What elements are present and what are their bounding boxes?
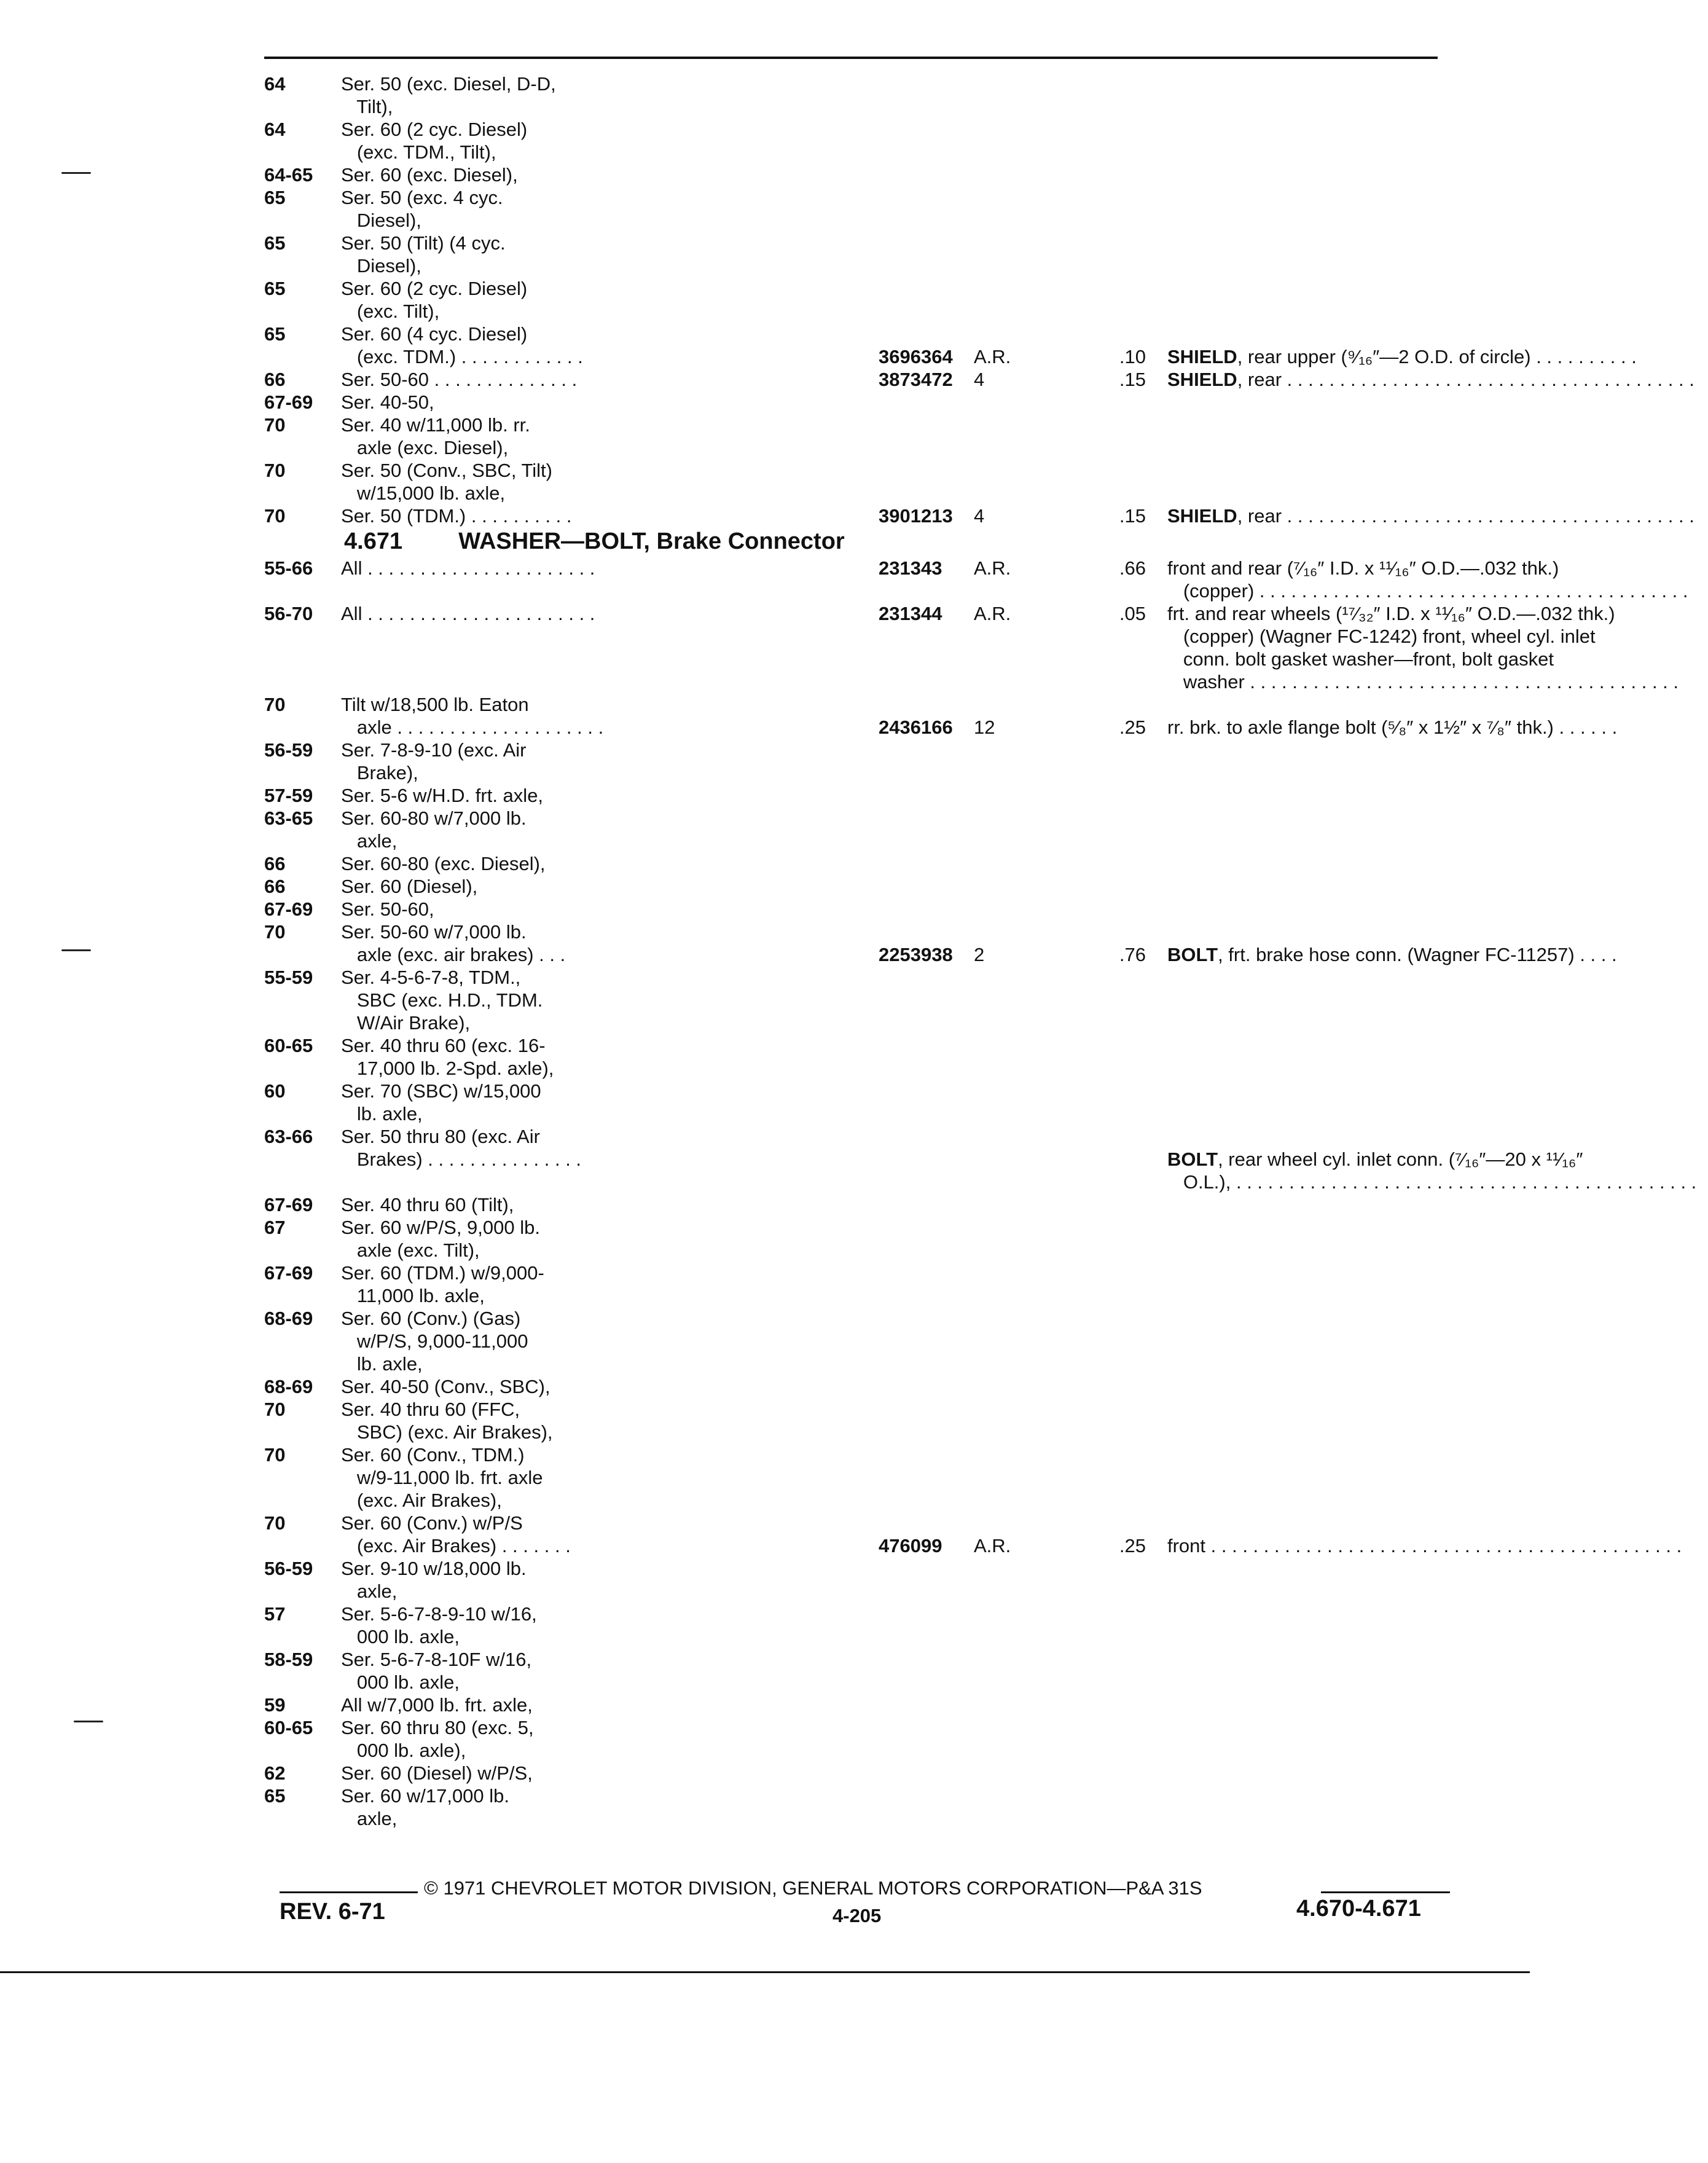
section-heading <box>344 528 845 555</box>
model-year: 70 <box>264 1399 286 1420</box>
application: Ser. 60 (2 cyc. Diesel) (exc. Tilt), <box>341 278 528 322</box>
quantity: A.R. <box>974 1535 1011 1556</box>
page-number: 4-205 <box>832 1905 882 1926</box>
item-name: SHIELD <box>1167 505 1237 527</box>
application: Ser. 60 (TDM.) w/9,000- 11,000 lb. axle, <box>341 1262 544 1306</box>
application: Ser. 60-80 w/7,000 lb. axle, <box>341 807 527 852</box>
part-number: 231344 <box>879 603 942 624</box>
quantity: 4 <box>974 369 985 390</box>
model-year: 58-59 <box>264 1649 313 1670</box>
description <box>1167 345 1708 368</box>
item-name: BOLT <box>1167 1148 1218 1170</box>
copyright-line: © 1971 CHEVROLET MOTOR DIVISION, GENERAL MOTORS CORPORATION—P&A 31S <box>424 1877 1202 1899</box>
model-year: 65 <box>264 278 286 299</box>
application: Ser. 50 (Conv., SBC, Tilt) w/15,000 lb. axle, <box>341 460 552 504</box>
model-year: 64 <box>264 73 286 95</box>
application: Ser. 60 (Conv., TDM.) w/9-11,000 lb. frt. axle (exc. Air Brakes), <box>341 1444 543 1511</box>
model-year: 70 <box>264 460 286 481</box>
application: Ser. 50-60 . . . . . . . . . . . . . . <box>341 369 578 390</box>
model-year: 56-59 <box>264 739 313 761</box>
model-year: 65 <box>264 1785 286 1807</box>
description <box>1167 1534 1708 1557</box>
bottom-rule <box>0 1971 1530 1973</box>
part-number: 231343 <box>879 557 942 579</box>
model-year: 65 <box>264 232 286 254</box>
application: Ser. 50 (Tilt) (4 cyc. Diesel), <box>341 232 506 277</box>
model-year: 68-69 <box>264 1376 313 1397</box>
top-rule <box>264 57 1438 59</box>
application: Ser. 60 (Diesel), <box>341 876 478 897</box>
section-range: 4.670-4.671 <box>1296 1896 1421 1922</box>
description <box>1167 602 1708 693</box>
item-name: SHIELD <box>1167 369 1237 390</box>
model-year: 67-69 <box>264 391 313 413</box>
model-year: 70 <box>264 1512 286 1534</box>
model-year: 57 <box>264 1603 286 1625</box>
description <box>1167 943 1708 966</box>
application: Ser. 50 (TDM.) . . . . . . . . . . <box>341 505 572 527</box>
part-number: 2253938 <box>879 944 953 965</box>
application: Ser. 50-60, <box>341 898 434 920</box>
application: Ser. 60-80 (exc. Diesel), <box>341 853 546 874</box>
model-year: 65 <box>264 187 286 208</box>
model-year: 70 <box>264 414 286 436</box>
description <box>1167 716 1708 739</box>
part-number: 3901213 <box>879 505 953 527</box>
description-text: front . . . . . . . . . . . . . . . . . . . . . . . . . . . . . . . . . . . . . . . . . . . . . <box>1167 1535 1682 1556</box>
footer-rule-left <box>280 1891 418 1893</box>
description-text: rr. brk. to axle flange bolt (⁵⁄₈″ x 1½″ x ⁷⁄₈″ thk.) . . . . . . <box>1167 716 1618 738</box>
model-year: 70 <box>264 1444 286 1466</box>
quantity: A.R. <box>974 603 1011 624</box>
model-year: 64-65 <box>264 164 313 186</box>
model-year: 64 <box>264 119 286 140</box>
description <box>1167 1148 1708 1193</box>
description <box>1167 504 1708 527</box>
price: .15 <box>1119 505 1146 527</box>
application: Ser. 50 thru 80 (exc. Air Brakes) . . . . . . . . . . . . . . . <box>341 1126 582 1170</box>
model-year: 60-65 <box>264 1717 313 1738</box>
application: Ser. 40 thru 60 (exc. 16- 17,000 lb. 2-Spd. axle), <box>341 1035 554 1079</box>
price: .66 <box>1119 557 1146 579</box>
description-text: , rear . . . . . . . . . . . . . . . . . . . . . . . . . . . . . . . . . . . . . . . <box>1237 505 1694 527</box>
application: Ser. 7-8-9-10 (exc. Air Brake), <box>341 739 527 783</box>
margin-mark <box>74 1721 103 1722</box>
application: Ser. 50-60 w/7,000 lb. axle (exc. air brakes) . . . <box>341 921 566 965</box>
description <box>1167 557 1708 602</box>
price: .76 <box>1119 944 1146 965</box>
part-number: 3696364 <box>879 346 953 367</box>
model-year: 67-69 <box>264 1194 313 1215</box>
application: Ser. 60 w/17,000 lb. axle, <box>341 1785 510 1829</box>
model-year: 63-66 <box>264 1126 313 1147</box>
quantity: A.R. <box>974 557 1011 579</box>
model-year: 59 <box>264 1694 286 1716</box>
price: .10 <box>1119 346 1146 367</box>
description-text: front and rear (⁷⁄₁₆″ I.D. x ¹¹⁄₁₆″ O.D.—.032 thk.) (copper) . . . . . . . . . . . . . . . . . . . . . . . . . . . . . . . . . . . . . . . . . <box>1167 557 1688 602</box>
application: Ser. 40-50, <box>341 391 434 413</box>
application: Ser. 40 w/11,000 lb. rr. axle (exc. Diesel), <box>341 414 530 458</box>
application: Ser. 5-6-7-8-10F w/16, 000 lb. axle, <box>341 1649 532 1693</box>
description-text: frt. and rear wheels (¹⁷⁄₃₂″ I.D. x ¹¹⁄₁₆″ O.D.—.032 thk.) (copper) (Wagner FC-1242) front, wheel cyl. inlet conn. bolt gasket washer—front, bolt gasket washer . . . . . . . . . . . . . . . . . . . . . . . . . . . . . . . . . . . . . . . . . <box>1167 603 1679 693</box>
application: Tilt w/18,500 lb. Eaton axle . . . . . . . . . . . . . . . . . . . . <box>341 694 604 738</box>
description-text: , frt. brake hose conn. (Wagner FC-11257) . . . . <box>1218 944 1617 965</box>
description <box>1167 368 1708 391</box>
application: Ser. 5-6 w/H.D. frt. axle, <box>341 785 544 806</box>
model-year: 67-69 <box>264 898 313 920</box>
model-year: 70 <box>264 921 286 943</box>
quantity: 12 <box>974 716 995 738</box>
section-title: WASHER—BOLT, Brake Connector <box>458 528 845 554</box>
application: Ser. 5-6-7-8-9-10 w/16, 000 lb. axle, <box>341 1603 537 1647</box>
application: Ser. 4-5-6-7-8, TDM., SBC (exc. H.D., TDM. W/Air Brake), <box>341 967 543 1034</box>
description-text: , rear . . . . . . . . . . . . . . . . . . . . . . . . . . . . . . . . . . . . . . . <box>1237 369 1694 390</box>
model-year: 68-69 <box>264 1308 313 1329</box>
model-year: 70 <box>264 694 286 715</box>
model-year: 56-59 <box>264 1558 313 1579</box>
price: .25 <box>1119 1535 1146 1556</box>
model-year: 66 <box>264 853 286 874</box>
model-year: 60 <box>264 1080 286 1102</box>
quantity: A.R. <box>974 346 1011 367</box>
item-name: BOLT <box>1167 944 1218 965</box>
application: Ser. 60 (4 cyc. Diesel) (exc. TDM.) . . . . . . . . . . . . <box>341 323 583 367</box>
application: Ser. 50 (exc. 4 cyc. Diesel), <box>341 187 503 231</box>
model-year: 66 <box>264 369 286 390</box>
application: Ser. 60 (Conv.) (Gas) w/P/S, 9,000-11,000 lb. axle, <box>341 1308 528 1375</box>
description-text: , rear upper (⁹⁄₁₆″—2 O.D. of circle) . . . . . . . . . . <box>1237 346 1637 367</box>
item-name: SHIELD <box>1167 346 1237 367</box>
application: Ser. 60 (Diesel) w/P/S, <box>341 1762 533 1784</box>
model-year: 55-59 <box>264 967 313 988</box>
model-year: 56-70 <box>264 603 313 624</box>
model-year: 70 <box>264 505 286 527</box>
part-number: 476099 <box>879 1535 942 1556</box>
part-number: 2436166 <box>879 716 953 738</box>
part-number: 3873472 <box>879 369 953 390</box>
price: .25 <box>1119 716 1146 738</box>
margin-mark <box>61 949 91 951</box>
model-year: 65 <box>264 323 286 345</box>
section-code: 4.671 <box>344 528 403 554</box>
application: Ser. 60 (exc. Diesel), <box>341 164 518 186</box>
model-year: 62 <box>264 1762 286 1784</box>
margin-mark <box>61 172 91 174</box>
application: Ser. 60 (Conv.) w/P/S (exc. Air Brakes) . . . . . . . <box>341 1512 571 1556</box>
model-year: 55-66 <box>264 557 313 579</box>
revision-label: REV. 6-71 <box>280 1899 385 1925</box>
model-year: 60-65 <box>264 1035 313 1056</box>
application: All . . . . . . . . . . . . . . . . . . . . . . <box>341 603 595 624</box>
application: Ser. 60 (2 cyc. Diesel) (exc. TDM., Tilt), <box>341 119 528 163</box>
application: Ser. 60 thru 80 (exc. 5, 000 lb. axle), <box>341 1717 534 1761</box>
model-year: 57-59 <box>264 785 313 806</box>
application: Ser. 9-10 w/18,000 lb. axle, <box>341 1558 527 1602</box>
application: All . . . . . . . . . . . . . . . . . . . . . . <box>341 557 595 579</box>
footer-rule-right <box>1321 1891 1450 1893</box>
model-year: 63-65 <box>264 807 313 829</box>
model-year: 67-69 <box>264 1262 313 1284</box>
price: .15 <box>1119 369 1146 390</box>
quantity: 2 <box>974 944 985 965</box>
model-year: 67 <box>264 1217 286 1238</box>
application: Ser. 40 thru 60 (FFC, SBC) (exc. Air Brakes), <box>341 1399 553 1443</box>
price: .05 <box>1119 603 1146 624</box>
application: Ser. 40-50 (Conv., SBC), <box>341 1376 550 1397</box>
model-year: 66 <box>264 876 286 897</box>
description-text: , rear wheel cyl. inlet conn. (⁷⁄₁₆″—20 x ¹¹⁄₁₆″ O.L.), . . . . . . . . . . . . . . . . . . . . . . . . . . . . . . . . . . . . . . . . . . . . <box>1183 1148 1697 1193</box>
quantity: 4 <box>974 505 985 527</box>
application: Ser. 60 w/P/S, 9,000 lb. axle (exc. Tilt), <box>341 1217 540 1261</box>
application: All w/7,000 lb. frt. axle, <box>341 1694 533 1716</box>
application: Ser. 70 (SBC) w/15,000 lb. axle, <box>341 1080 541 1125</box>
application: Ser. 50 (exc. Diesel, D-D, Tilt), <box>341 73 556 117</box>
application: Ser. 40 thru 60 (Tilt), <box>341 1194 514 1215</box>
